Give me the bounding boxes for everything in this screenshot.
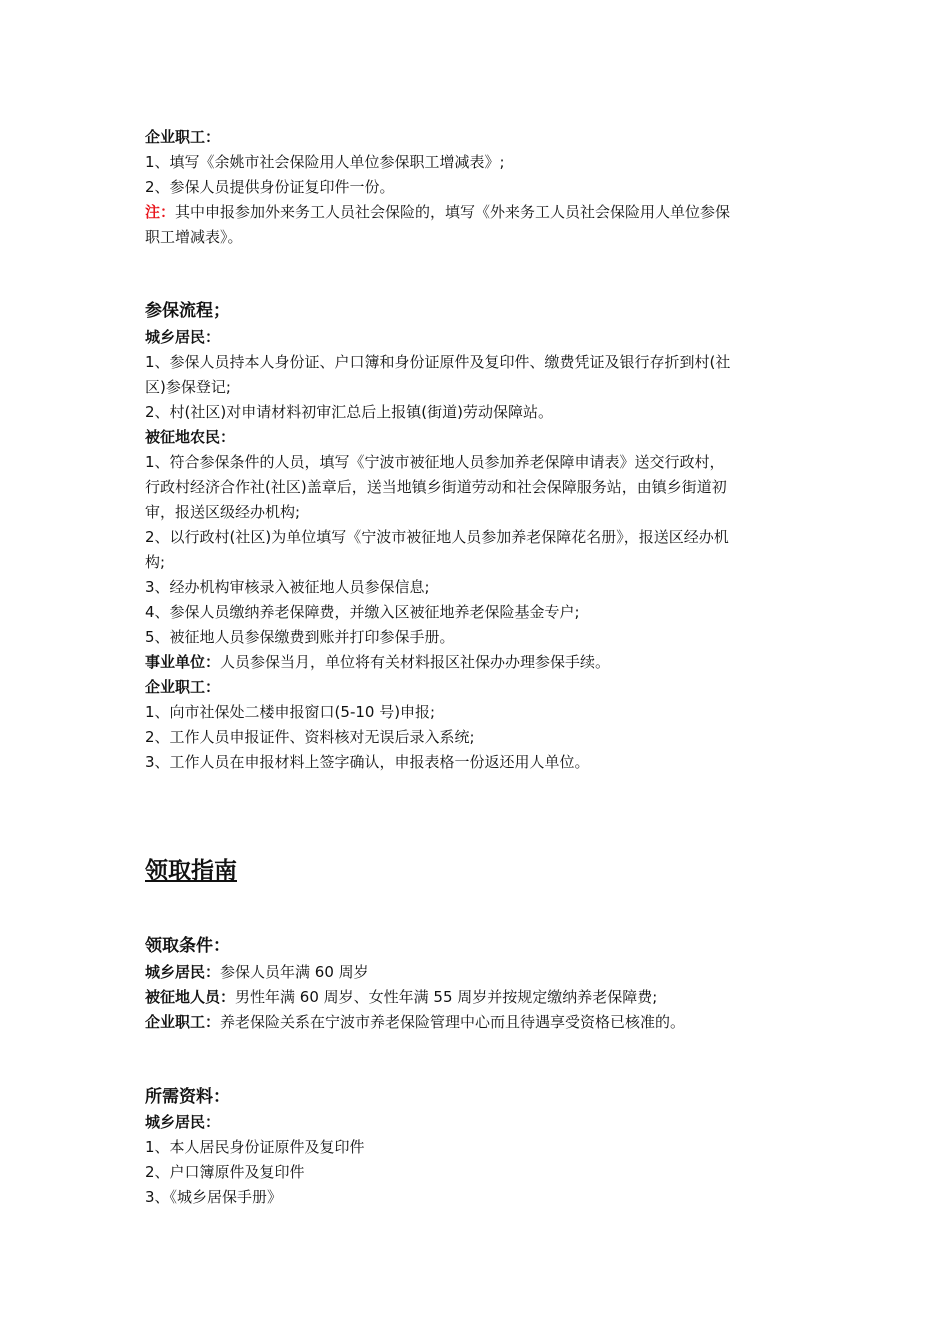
institution-label: 事业单位： xyxy=(145,653,221,671)
condition-urban-label: 城乡居民： xyxy=(145,963,221,981)
institution-text: 人员参保当月，单位将有关材料报区社保办办理参保手续。 xyxy=(220,653,611,671)
list-item: 行政村经济合作社(社区)盖章后，送当地镇乡街道劳动和社会保障服务站，由镇乡街道初 xyxy=(145,478,727,496)
guide-title: 领取指南 xyxy=(145,858,237,884)
list-item: 3、《城乡居保手册》 xyxy=(145,1188,283,1206)
conditions-heading: 领取条件： xyxy=(145,936,230,956)
condition-land xyxy=(145,987,657,1007)
list-item: 1、本人居民身份证原件及复印件 xyxy=(145,1138,365,1156)
list-item: 构; xyxy=(145,553,166,571)
condition-enterprise xyxy=(145,1012,685,1032)
list-item: 审，报送区级经办机构; xyxy=(145,503,301,521)
process-heading: 参保流程； xyxy=(145,301,230,321)
list-item: 3、经办机构审核录入被征地人员参保信息; xyxy=(145,578,430,596)
note-text-continued: 职工增减表》。 xyxy=(145,228,243,246)
condition-enterprise-label: 企业职工： xyxy=(145,1013,221,1031)
note-line xyxy=(145,202,730,222)
list-item: 2、参保人员提供身份证复印件一份。 xyxy=(145,178,395,196)
enterprise-label: 企业职工： xyxy=(145,678,221,696)
urban-residents-label: 城乡居民： xyxy=(145,328,221,346)
list-item: 5、被征地人员参保缴费到账并打印参保手册。 xyxy=(145,628,455,646)
condition-urban-text: 参保人员年满 60 周岁 xyxy=(220,963,369,981)
list-item: 区)参保登记; xyxy=(145,378,231,396)
list-item: 1、向市社保处二楼申报窗口(5-10 号)申报; xyxy=(145,703,436,721)
list-item: 2、以行政村(社区)为单位填写《宁波市被征地人员参加养老保障花名册》，报送区经办机 xyxy=(145,528,729,546)
materials-urban-label: 城乡居民： xyxy=(145,1113,221,1131)
land-farmers-label: 被征地农民： xyxy=(145,428,236,446)
note-label: 注： xyxy=(145,203,176,221)
institution-line xyxy=(145,652,610,672)
materials-heading: 所需资料： xyxy=(145,1087,230,1107)
list-item: 2、村(社区)对申请材料初审汇总后上报镇(街道)劳动保障站。 xyxy=(145,403,553,421)
condition-land-text: 男性年满 60 周岁、女性年满 55 周岁并按规定缴纳养老保障费; xyxy=(235,988,658,1006)
list-item: 4、参保人员缴纳养老保障费，并缴入区被征地养老保险基金专户; xyxy=(145,603,580,621)
list-item: 1、参保人员持本人身份证、户口簿和身份证原件及复印件、缴费凭证及银行存折到村(社 xyxy=(145,353,731,371)
list-item: 1、符合参保条件的人员，填写《宁波市被征地人员参加养老保障申请表》送交行政村， xyxy=(145,453,725,471)
list-item: 2、工作人员申报证件、资料核对无误后录入系统; xyxy=(145,728,475,746)
condition-enterprise-text: 养老保险关系在宁波市养老保险管理中心而且待遇享受资格已核准的。 xyxy=(220,1013,686,1031)
section-label-enterprise: 企业职工： xyxy=(145,128,221,146)
list-item: 3、工作人员在申报材料上签字确认，申报表格一份返还用人单位。 xyxy=(145,753,590,771)
note-text: 其中申报参加外来务工人员社会保险的，填写《外来务工人员社会保险用人单位参保 xyxy=(175,203,731,221)
list-item: 2、户口簿原件及复印件 xyxy=(145,1163,305,1181)
condition-urban xyxy=(145,962,369,982)
list-item: 1、填写《余姚市社会保险用人单位参保职工增减表》; xyxy=(145,153,505,171)
condition-land-label: 被征地人员： xyxy=(145,988,236,1006)
